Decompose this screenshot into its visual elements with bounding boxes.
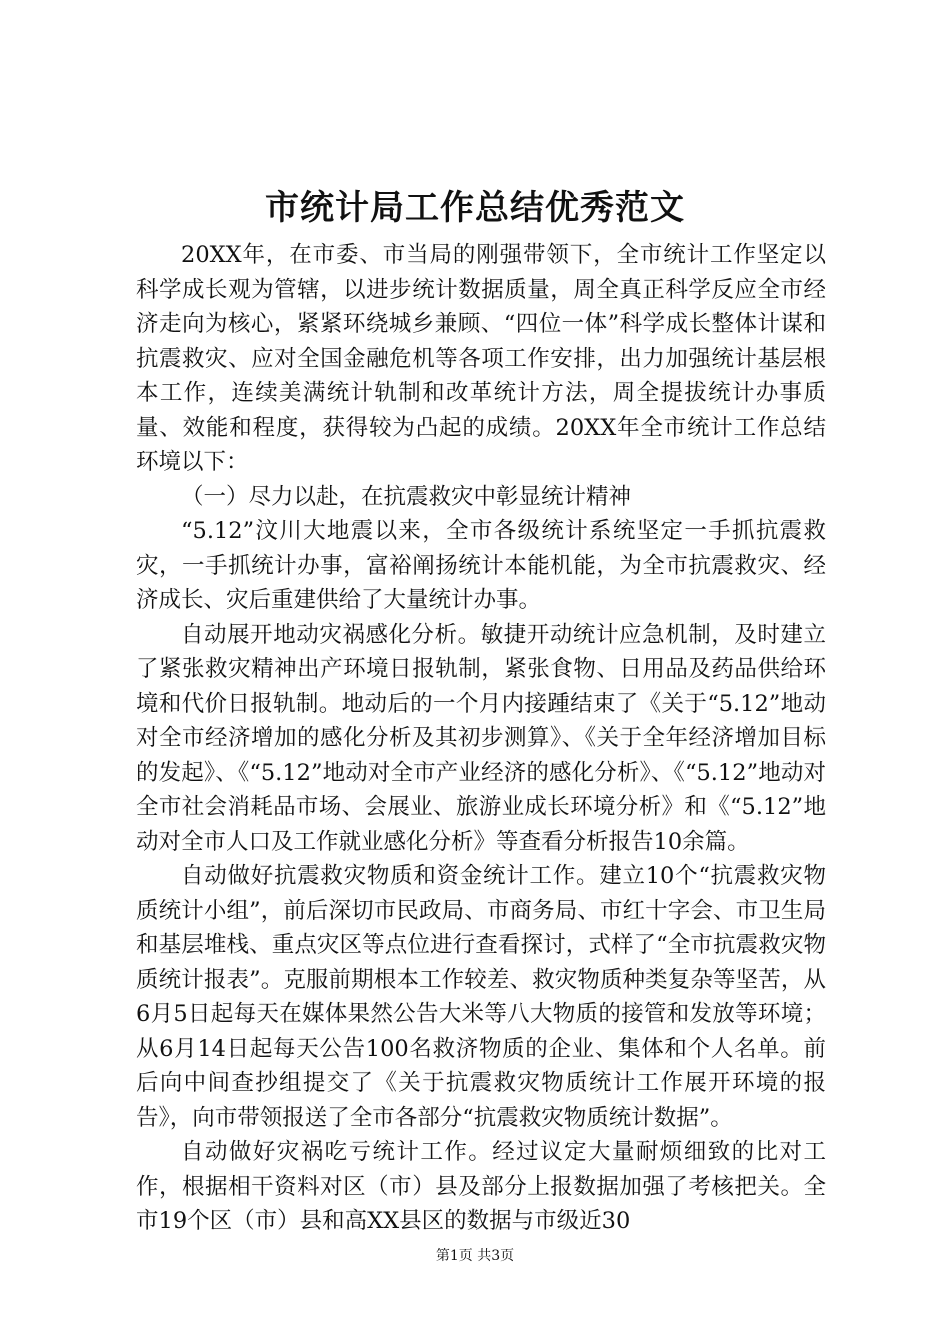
paragraph: 自动展开地动灾祸感化分析。敏捷开动统计应急机制，及时建立了紧张救灾精神出产环境日报轨制，紧张食物、日用品及药品供给环境和代价日报轨制。地动后的一个月内接踵结束了《关于“5.12”地动对全市经济增加的感化分析及其初步测算》、《关于全年经济增加目标的发起》、《“5.12”地动对全市产业经济的感化分析》、《“5.12”地动对全市社会消耗品市场、会展业、旅游业成长环境分析》和《“5.12”地动对全市人口及工作就业感化分析》等查看分析报告10余篇。 [136, 621, 826, 855]
section-heading: （一）尽力以赴，在抗震救灾中彰显统计精神 [181, 483, 632, 510]
paragraph: 自动做好灾祸吃亏统计工作。经过议定大量耐烦细致的比对工作，根据相干资料对区（市）县及部分上报数据加强了考核把关。全市19个区（市）县和高XX县区的数据与市级近30 [136, 1139, 826, 1234]
paragraph: 自动做好抗震救灾物质和资金统计工作。建立10个“抗震救灾物质统计小组”，前后深切市民政局、市商务局、市红十字会、市卫生局和基层堆栈、重点灾区等点位进行查看探讨，式样了“全市抗震救灾物质统计报表”。克服前期根本工作较差、救灾物质种类复杂等坚苦，从6月5日起每天在媒体果然公告大米等八大物质的接管和发放等环境；从6月14日起每天公告100名救济物质的企业、集体和个人名单。前后向中间查抄组提交了《关于抗震救灾物质统计工作展开环境的报告》，向市带领报送了全市各部分“抗震救灾物质统计数据”。 [136, 863, 826, 1131]
paragraph-intro: 20XX年，在市委、市当局的刚强带领下，全市统计工作坚定以科学成长观为管辖，以进步统计数据质量，周全真正科学反应全市经济走向为核心，紧紧环绕城乡兼顾、“四位一体”科学成长整体计谋和抗震救灾、应对全国金融危机等各项工作安排，出力加强统计基层根本工作，连续美满统计轨制和改革统计方法，周全提拔统计办事质量、效能和程度，获得较为凸起的成绩。20XX年全市统计工作总结环境以下： [136, 242, 826, 475]
document-body [136, 238, 826, 1239]
document-title: 市统计局工作总结优秀范文 [265, 188, 685, 228]
paragraph: “5.12”汶川大地震以来，全市各级统计系统坚定一手抓抗震救灾，一手抓统计办事，富裕阐扬统计本能机能，为全市抗震救灾、经济成长、灾后重建供给了大量统计办事。 [136, 518, 826, 613]
page-footer: 第1页 共3页 [435, 1248, 515, 1264]
